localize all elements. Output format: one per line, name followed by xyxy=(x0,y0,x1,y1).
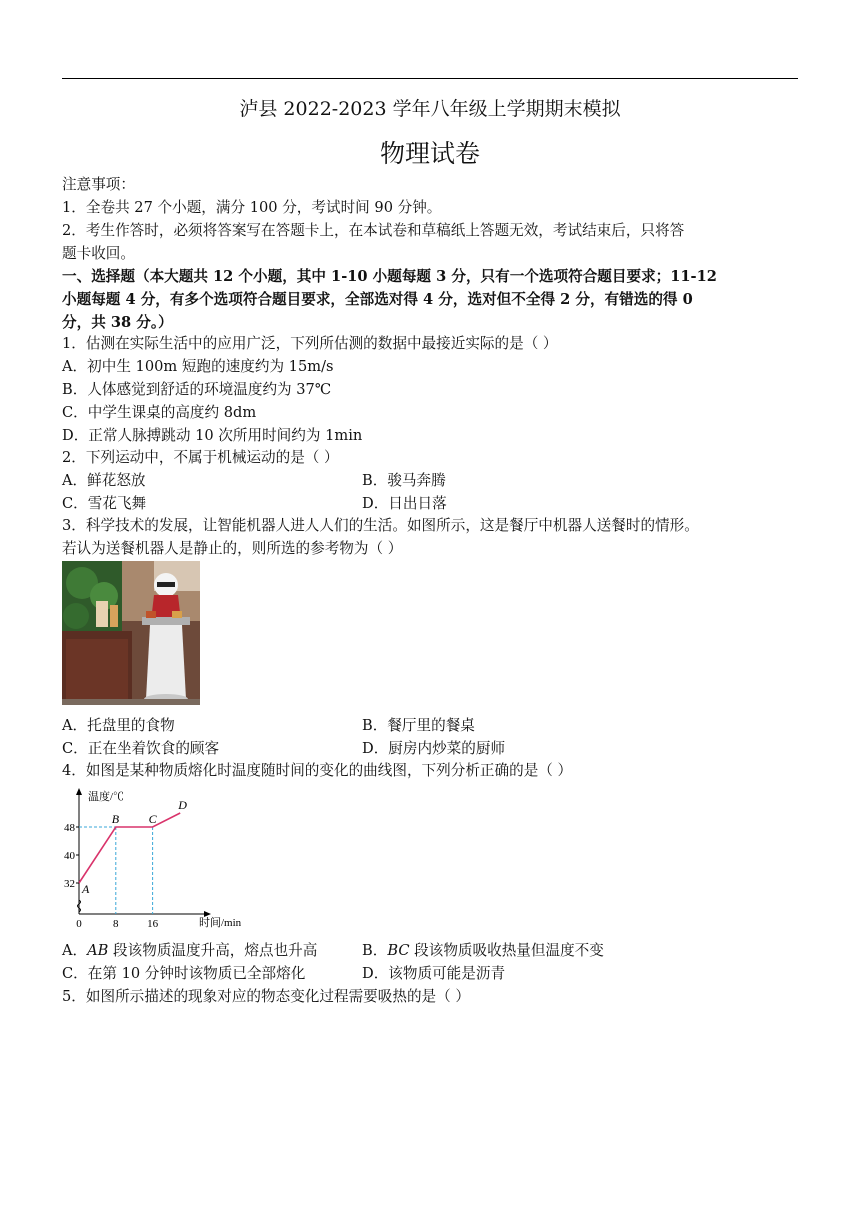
q2-option-a: A．鲜花怒放 xyxy=(62,472,146,489)
q1-option-c: C．中学生课桌的高度约 8dm xyxy=(62,404,257,421)
x-axis-label: 时间/min xyxy=(199,917,242,929)
q4-option-d: D．该物质可能是沥青 xyxy=(362,965,506,982)
robot-waiter-photo xyxy=(62,561,200,705)
melting-curve-chart xyxy=(62,788,262,930)
q1-option-b: B．人体感觉到舒适的环境温度约为 37℃ xyxy=(62,381,332,398)
x-tick-8: 8 xyxy=(113,918,119,930)
q2-option-c: C．雪花飞舞 xyxy=(62,495,147,512)
q4-option-c: C．在第 10 分钟时该物质已全部熔化 xyxy=(62,965,306,982)
header-rule xyxy=(62,78,798,79)
section-heading-line1: 一、选择题（本大题共 12 个小题，其中 1-10 小题每题 3 分，只有一个选项符合题目要求；11-12 xyxy=(62,268,717,285)
q3-stem-line1: 3．科学技术的发展，让智能机器人进人人们的生活。如图所示，这是餐厅中机器人送餐时的情形。 xyxy=(62,517,699,534)
q3-option-c: C．正在坐着饮食的顾客 xyxy=(62,740,220,757)
notes-heading: 注意事项： xyxy=(62,176,135,193)
y-tick-32: 32 xyxy=(64,878,75,890)
y-tick-40: 40 xyxy=(64,850,75,862)
q4-option-a: A．AB 段该物质温度升高，熔点也升高 xyxy=(62,942,318,959)
point-label-C: C xyxy=(148,812,157,826)
point-label-D: D xyxy=(178,798,187,812)
q3-option-d: D．厨房内炒菜的厨师 xyxy=(362,740,506,757)
note-1: 1．全卷共 27 个小题，满分 100 分，考试时间 90 分钟。 xyxy=(62,199,442,216)
y-tick-48: 48 xyxy=(64,822,75,834)
x-tick-0: 0 xyxy=(76,918,82,930)
x-tick-16: 16 xyxy=(147,918,159,930)
q4-option-b: B．BC 段该物质吸收热量但温度不变 xyxy=(362,942,604,959)
note-2-line2: 题卡收回。 xyxy=(62,245,135,262)
exam-title: 泸县 2022-2023 学年八年级上学期期末模拟 xyxy=(239,98,621,120)
note-2-line1: 2．考生作答时，必须将答案写在答题卡上，在本试卷和草稿纸上答题无效，考试结束后，只将答 xyxy=(62,222,685,239)
q1-stem: 1．估测在实际生活中的应用广泛，下列所估测的数据中最接近实际的是（ ） xyxy=(62,335,558,352)
q3-option-b: B．餐厅里的餐桌 xyxy=(362,717,475,734)
subject-title: 物理试卷 xyxy=(379,139,480,168)
q2-stem: 2．下列运动中，不属于机械运动的是（ ） xyxy=(62,449,339,466)
melting-curve-line xyxy=(79,813,180,883)
q3-option-a: A．托盘里的食物 xyxy=(62,717,175,734)
point-label-A: A xyxy=(82,882,90,896)
q2-option-b: B．骏马奔腾 xyxy=(362,472,446,489)
y-axis-arrow xyxy=(76,788,82,795)
q4-stem: 4．如图是某种物质熔化时温度随时间的变化的曲线图，下列分析正确的是（ ） xyxy=(62,762,573,779)
q5-stem: 5．如图所示描述的现象对应的物态变化过程需要吸热的是（ ） xyxy=(62,988,470,1005)
point-label-B: B xyxy=(111,812,120,826)
y-axis-label: 温度/℃ xyxy=(88,791,125,803)
q3-stem-line2: 若认为送餐机器人是静止的，则所选的参考物为（ ） xyxy=(62,540,403,557)
section-heading-line2: 小题每题 4 分，有多个选项符合题目要求，全部选对得 4 分，选对但不全得 2 分，有错选的得 0 xyxy=(62,291,693,308)
q1-option-d: D．正常人脉搏跳动 10 次所用时间约为 1min xyxy=(62,427,363,444)
q2-option-d: D．日出日落 xyxy=(362,495,447,512)
q1-option-a: A．初中生 100m 短跑的速度约为 15m/s xyxy=(62,358,334,375)
section-heading-line3: 分，共 38 分。） xyxy=(62,314,173,331)
